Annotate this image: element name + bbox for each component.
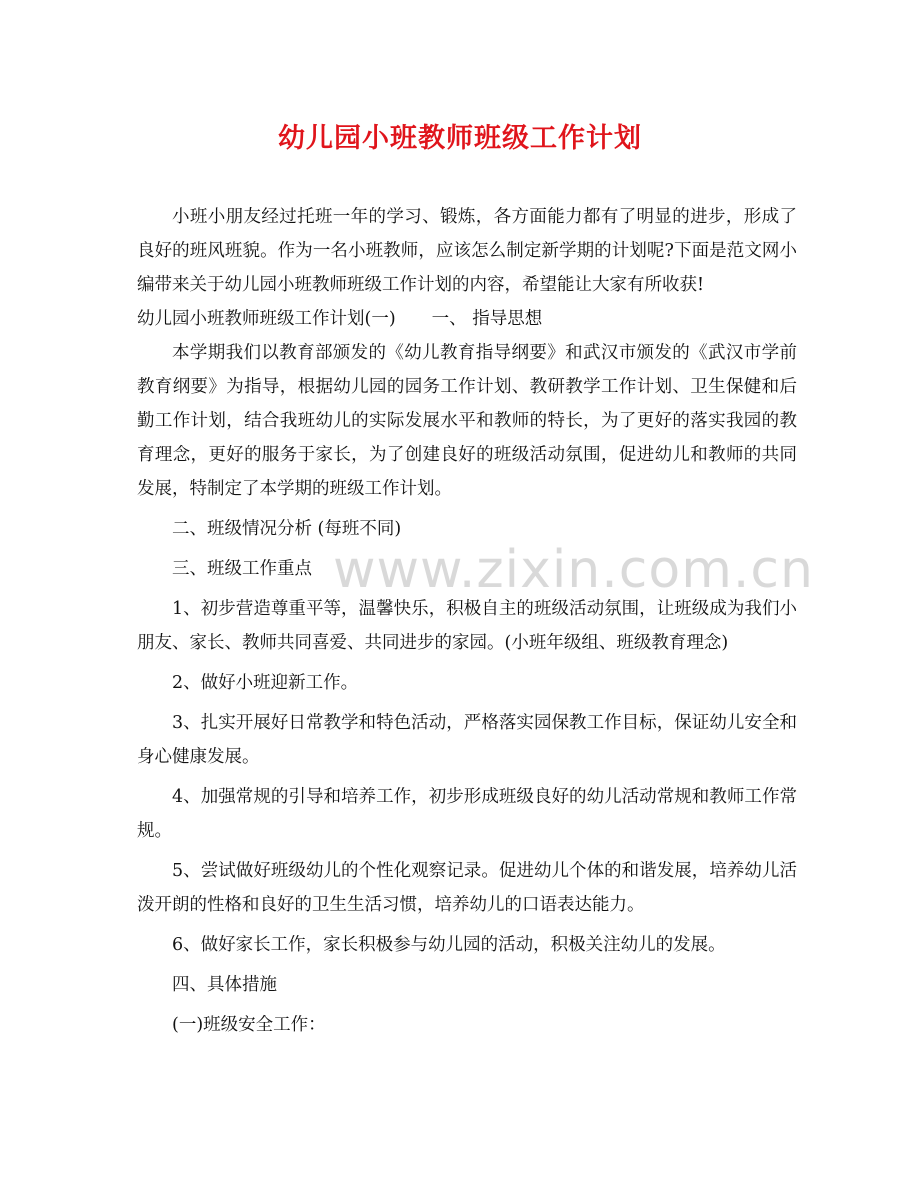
plan-title: 幼儿园小班教师班级工作计划(一) [137,309,396,329]
guiding-paragraph: 本学期我们以教育部颁发的《幼儿教育指导纲要》和武汉市颁发的《武汉市学前教育纲要》为指导，根据幼儿园的园务工作计划、教研教学工作计划、卫生保健和后勤工作计划，结合我班幼儿的实际发展水平和教师的特长，为了更好的落实我园的教育理念，更好的服务于家长，为了创建良好的班级活动氛围，促进幼儿和教师的共同发展，特制定了本学期的班级工作计划。 [137,343,797,499]
point-item: 5、尝试做好班级幼儿的个性化观察记录。促进幼儿个体的和谐发展，培养幼儿活泼开朗的性格和良好的卫生生活习惯，培养幼儿的口语表达能力。 [137,861,797,915]
watermark: www.zixin.com.cn [333,540,814,600]
document-body [137,200,797,1042]
point-item: 6、做好家长工作，家长积极参与幼儿园的活动，积极关注幼儿的发展。 [172,935,726,955]
section-heading-1: 一、 指导思想 [431,309,543,329]
plan-title-line [137,302,797,336]
section-heading-4: 四、具体措施 [172,975,277,995]
subsection-heading-1: (一)班级安全工作： [172,1015,326,1035]
point-item: 4、加强常规的引导和培养工作，初步形成班级良好的幼儿活动常规和教师工作常规。 [137,787,797,841]
point-item: 1、初步营造尊重平等，温馨快乐，积极自主的班级活动氛围，让班级成为我们小朋友、家长、教师共同喜爱、共同进步的家园。(小班年级组、班级教育理念) [137,599,797,653]
point-item: 3、扎实开展好日常教学和特色活动，严格落实园保教工作目标，保证幼儿安全和身心健康发展。 [137,713,797,767]
document-title: 幼儿园小班教师班级工作计划 [278,123,642,154]
section-heading-2: 二、班级情况分析 (每班不同) [172,519,402,539]
section-heading-3: 三、班级工作重点 [172,559,312,579]
intro-paragraph: 小班小朋友经过托班一年的学习、锻炼，各方面能力都有了明显的进步，形成了良好的班风班貌。作为一名小班教师，应该怎么制定新学期的计划呢?下面是范文网小编带来关于幼儿园小班教师班级工作计划的内容，希望能让大家有所收获! [137,207,797,295]
point-item: 2、做好小班迎新工作。 [172,673,359,693]
